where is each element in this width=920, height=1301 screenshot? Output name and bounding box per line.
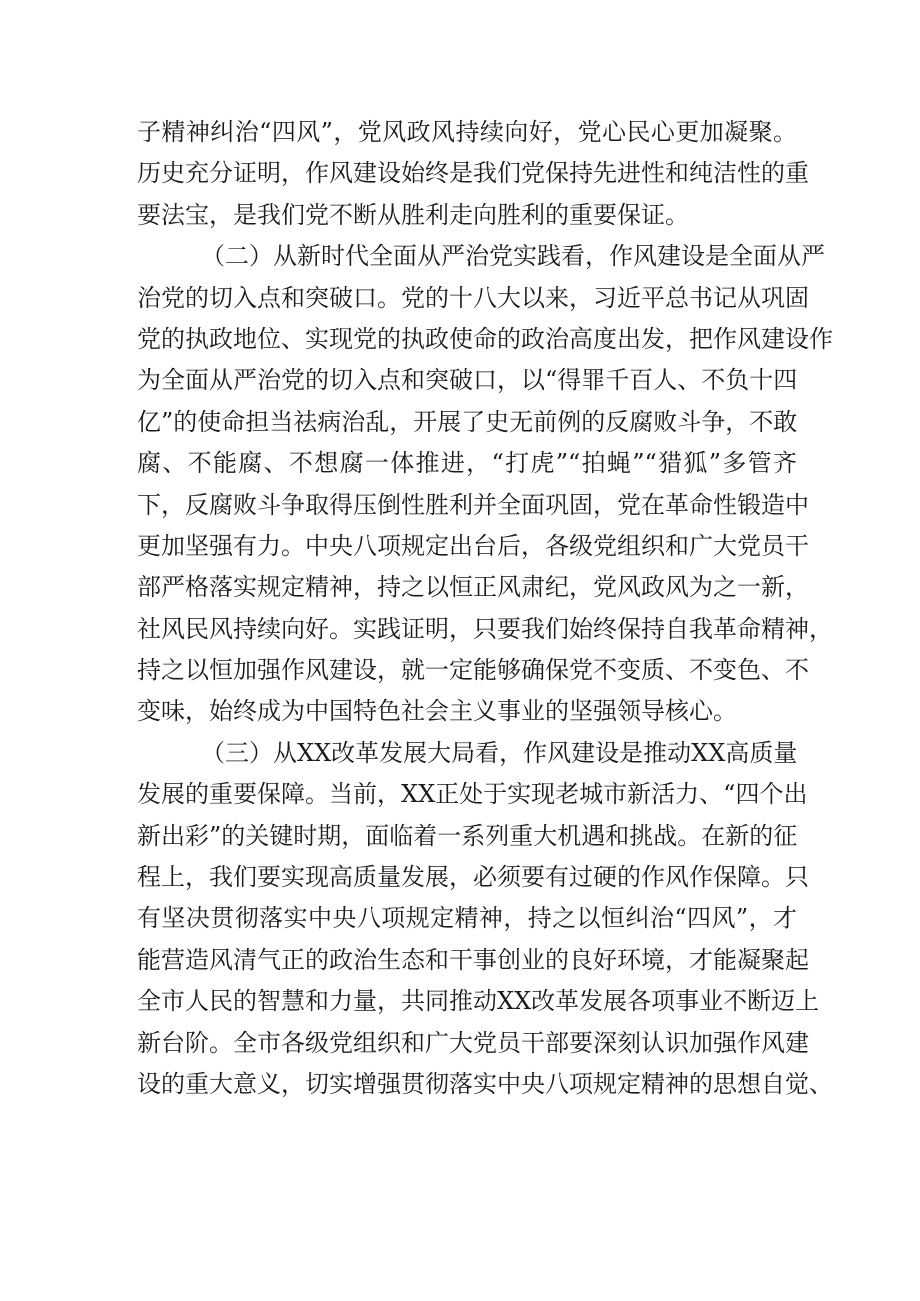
paragraph-line: 亿”的使命担当祛病治乱，开展了史无前例的反腐败斗争，不敢: [137, 407, 798, 436]
paragraph-line: 有坚决贯彻落实中央八项规定精神，持之以恒纠治“四风”，才: [137, 904, 797, 933]
paragraph-line: （三）从XX改革发展大局看，作风建设是推动XX高质量: [201, 738, 798, 767]
paragraph-line: （二）从新时代全面从严治党实践看，作风建设是全面从严: [201, 242, 825, 271]
paragraph-3: [137, 733, 833, 1106]
paragraph-line: 为全面从严治党的切入点和突破口，以“得罪千百人、不负十四: [137, 366, 798, 395]
paragraph-line: 社风民风持续向好。实践证明，只要我们始终保持自我革命精神，: [137, 614, 833, 643]
paragraph-line: 新出彩”的关键时期，面临着一系列重大机遇和挑战。在新的征: [137, 821, 798, 850]
paragraph-2: [137, 236, 833, 733]
paragraph-1: [137, 112, 809, 236]
paragraph-line: 治党的切入点和突破口。党的十八大以来，习近平总书记从巩固: [137, 283, 809, 312]
paragraph-line: 要法宝，是我们党不断从胜利走向胜利的重要保证。: [137, 200, 689, 229]
paragraph-line: 新台阶。全市各级党组织和广大党员干部要深刻认识加强作风建: [137, 1028, 809, 1057]
paragraph-line: 历史充分证明，作风建设始终是我们党保持先进性和纯洁性的重: [137, 159, 809, 188]
paragraph-line: 设的重大意义，切实增强贯彻落实中央八项规定精神的思想自觉、: [137, 1069, 833, 1098]
paragraph-line: 发展的重要保障。当前，XX正处于实现老城市新活力、“四个出: [137, 780, 808, 809]
paragraph-line: 更加坚强有力。中央八项规定出台后，各级党组织和广大党员干: [137, 531, 809, 560]
paragraph-line: 程上，我们要实现高质量发展，必须要有过硬的作风作保障。只: [137, 863, 809, 892]
paragraph-line: 腐、不能腐、不想腐一体推进，“打虎”“拍蝇”“猎狐”多管齐: [137, 449, 797, 478]
paragraph-line: 能营造风清气正的政治生态和干事创业的良好环境，才能凝聚起: [137, 945, 809, 974]
paragraph-line: 下，反腐败斗争取得压倒性胜利并全面巩固，党在革命性锻造中: [137, 490, 809, 519]
paragraph-line: 子精神纠治“四风”，党风政风持续向好，党心民心更加凝聚。: [137, 118, 797, 146]
paragraph-line: 持之以恒加强作风建设，就一定能够确保党不变质、不变色、不: [137, 656, 809, 685]
paragraph-line: 全市人民的智慧和力量，共同推动XX改革发展各项事业不断迈上: [137, 987, 820, 1016]
paragraph-line: 部严格落实规定精神，持之以恒正风肃纪，党风政风为之一新，: [137, 573, 809, 602]
paragraph-line: 党的执政地位、实现党的执政使命的政治高度出发，把作风建设作: [137, 324, 833, 353]
body-text: [137, 112, 833, 1105]
paragraph-line: 变味，始终成为中国特色社会主义事业的坚强领导核心。: [137, 697, 737, 726]
